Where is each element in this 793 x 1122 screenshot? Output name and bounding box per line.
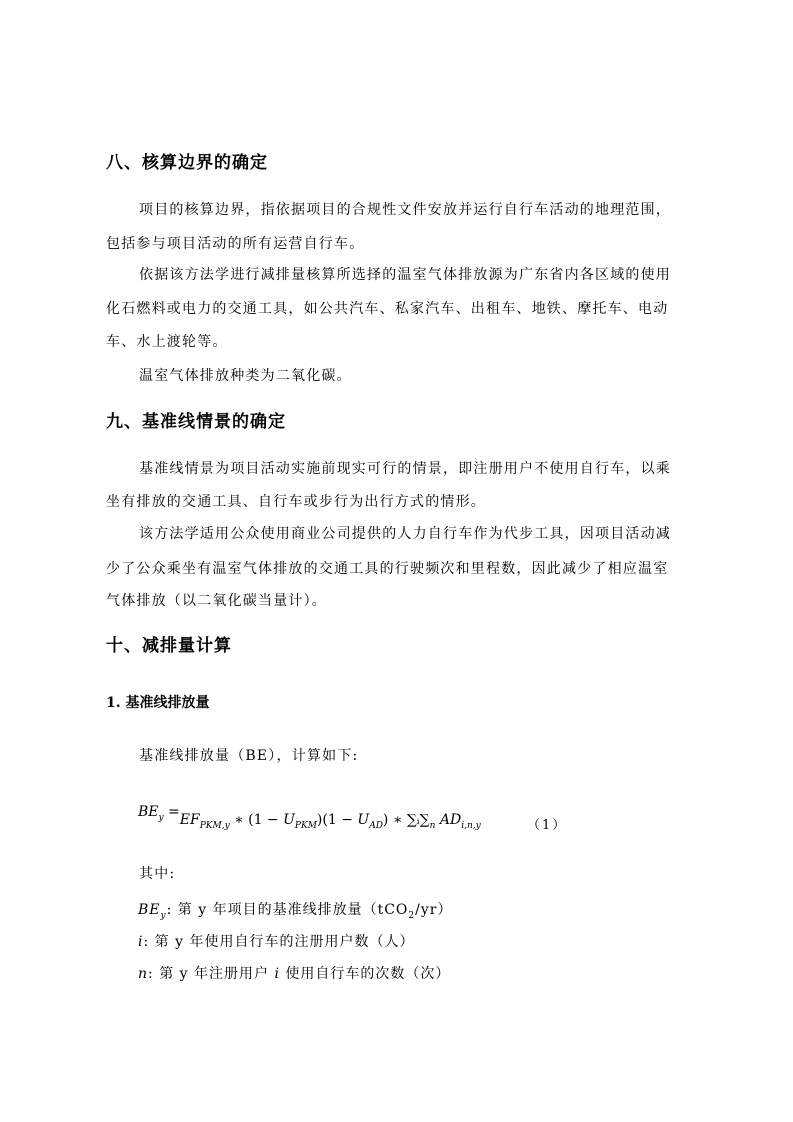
definition-be: $BE_y$: 第 y 年项目的基准线排放量（tCO$_2$/yr） — [138, 902, 453, 921]
section-9-para1-line1: 基准线情景为项目活动实施前现实可行的情景，即注册用户不使用自行车，以乘 — [139, 461, 671, 477]
section-9-para2-line2: 少了公众乘坐有温室气体排放的交通工具的行驶频次和里程数，因此减少了相应温室 — [106, 561, 669, 577]
definition-i: i: 第 y 年使用自行车的注册用户数（人） — [138, 934, 415, 950]
section-9-para2-line3: 气体排放（以二氧化碳当量计）。 — [106, 593, 327, 609]
definition-n: n: 第 y 年注册用户 i 使用自行车的次数（次） — [138, 966, 451, 982]
section-8-para3: 温室气体排放种类为二氧化碳。 — [139, 368, 352, 384]
section-10-heading: 十、减排量计算 — [106, 636, 232, 656]
section-8-para1-line2: 包括参与项目活动的所有运营自行车。 — [106, 236, 365, 252]
section-8-para1-line1: 项目的核算边界，指依据项目的合规性文件安放并运行自行车活动的地理范围， — [139, 202, 671, 218]
section-8-para2-line2: 化石燃料或电力的交通工具，如公共汽车、私家汽车、出租车、地铁、摩托车、电动 — [106, 301, 669, 317]
section-8-heading: 八、核算边界的确定 — [106, 153, 268, 173]
equation-number: （1） — [527, 818, 568, 833]
baseline-intro: 基准线排放量（BE），计算如下: — [139, 748, 359, 764]
baseline-equation: $BE_y =EF_{PKM,y}$ ∗ $(1 - U_{PKM})(1 - U_{AD})$ ∗ $\sum ᵢ\sum_n$ $AD_{i,n,y}$ — [138, 804, 481, 831]
section-9-para2-line1: 该方法学适用公众使用商业公司提供的人力自行车作为代步工具，因项目活动减 — [139, 526, 671, 542]
section-8-para2-line3: 车、水上渡轮等。 — [106, 334, 228, 350]
section-8-para2-line1: 依据该方法学进行减排量核算所选择的温室气体排放源为广东省内各区域的使用 — [139, 267, 671, 283]
subsection-1-heading: 1. 基准线排放量 — [106, 695, 210, 711]
where-label: 其中: — [139, 866, 176, 882]
section-9-heading: 九、基准线情景的确定 — [106, 412, 286, 432]
eq-lhs: BE — [138, 804, 159, 820]
section-9-para1-line2: 坐有排放的交通工具、自行车或步行为出行方式的情形。 — [106, 494, 486, 510]
